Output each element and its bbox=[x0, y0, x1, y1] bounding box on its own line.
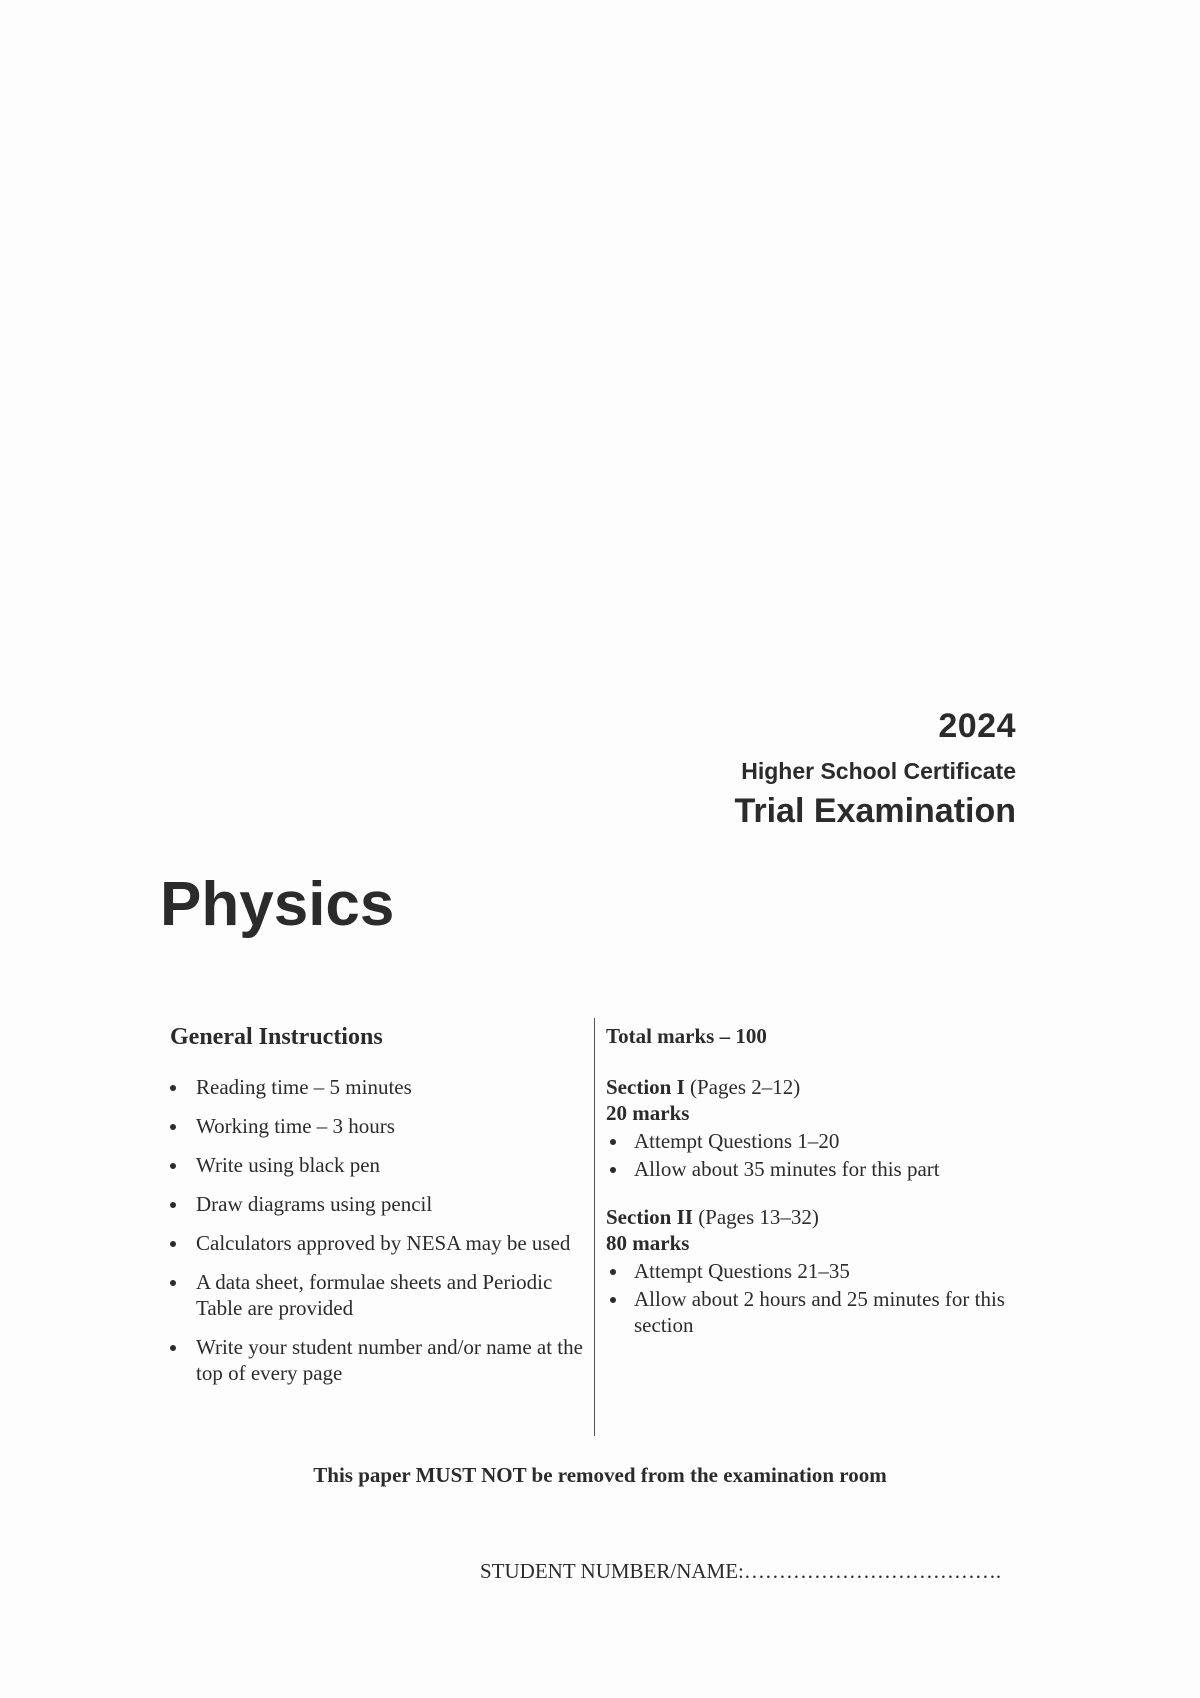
certificate-name: Higher School Certificate bbox=[741, 758, 1016, 784]
column-divider bbox=[594, 1018, 595, 1436]
instruction-item: Calculators approved by NESA may be used bbox=[160, 1230, 592, 1256]
student-number-dots: ………………………………. bbox=[743, 1559, 1002, 1583]
general-instructions-list bbox=[160, 1074, 592, 1386]
section-2-heading bbox=[606, 1204, 1056, 1230]
section-2-pages: (Pages 13–32) bbox=[698, 1205, 819, 1229]
section-1-list bbox=[606, 1128, 1056, 1182]
exam-type: Trial Examination bbox=[734, 792, 1016, 830]
section-1-name: Section I bbox=[606, 1075, 685, 1099]
instruction-item: Working time – 3 hours bbox=[160, 1113, 592, 1139]
exam-room-notice: This paper MUST NOT be removed from the examination room bbox=[313, 1463, 887, 1487]
marks-info bbox=[606, 1018, 1056, 1360]
student-number-label: STUDENT NUMBER/NAME: bbox=[480, 1559, 744, 1583]
general-instructions bbox=[160, 1018, 592, 1399]
exam-year: 2024 bbox=[938, 707, 1016, 745]
section-1-item: Attempt Questions 1–20 bbox=[606, 1128, 1056, 1154]
exam-header bbox=[734, 706, 1016, 832]
section-1-item: Allow about 35 minutes for this part bbox=[606, 1156, 1056, 1182]
instruction-item: Draw diagrams using pencil bbox=[160, 1191, 592, 1217]
student-number-field bbox=[480, 1558, 1001, 1584]
section-2-name: Section II bbox=[606, 1205, 693, 1229]
section-2-item: Attempt Questions 21–35 bbox=[606, 1258, 1056, 1284]
instruction-item: Reading time – 5 minutes bbox=[160, 1074, 592, 1100]
section-1-marks: 20 marks bbox=[606, 1101, 690, 1125]
section-1-heading bbox=[606, 1074, 1056, 1100]
instruction-item: Write your student number and/or name at the top of every page bbox=[160, 1334, 592, 1386]
general-instructions-heading: General Instructions bbox=[170, 1024, 383, 1050]
total-marks: Total marks – 100 bbox=[606, 1024, 767, 1048]
instruction-item: Write using black pen bbox=[160, 1152, 592, 1178]
section-2-item: Allow about 2 hours and 25 minutes for this section bbox=[606, 1286, 1056, 1338]
instruction-item: A data sheet, formulae sheets and Periodic Table are provided bbox=[160, 1269, 592, 1321]
subject-title: Physics bbox=[160, 870, 395, 939]
section-2-list bbox=[606, 1258, 1056, 1338]
section-2-marks: 80 marks bbox=[606, 1231, 690, 1255]
section-1-pages: (Pages 2–12) bbox=[690, 1075, 801, 1099]
